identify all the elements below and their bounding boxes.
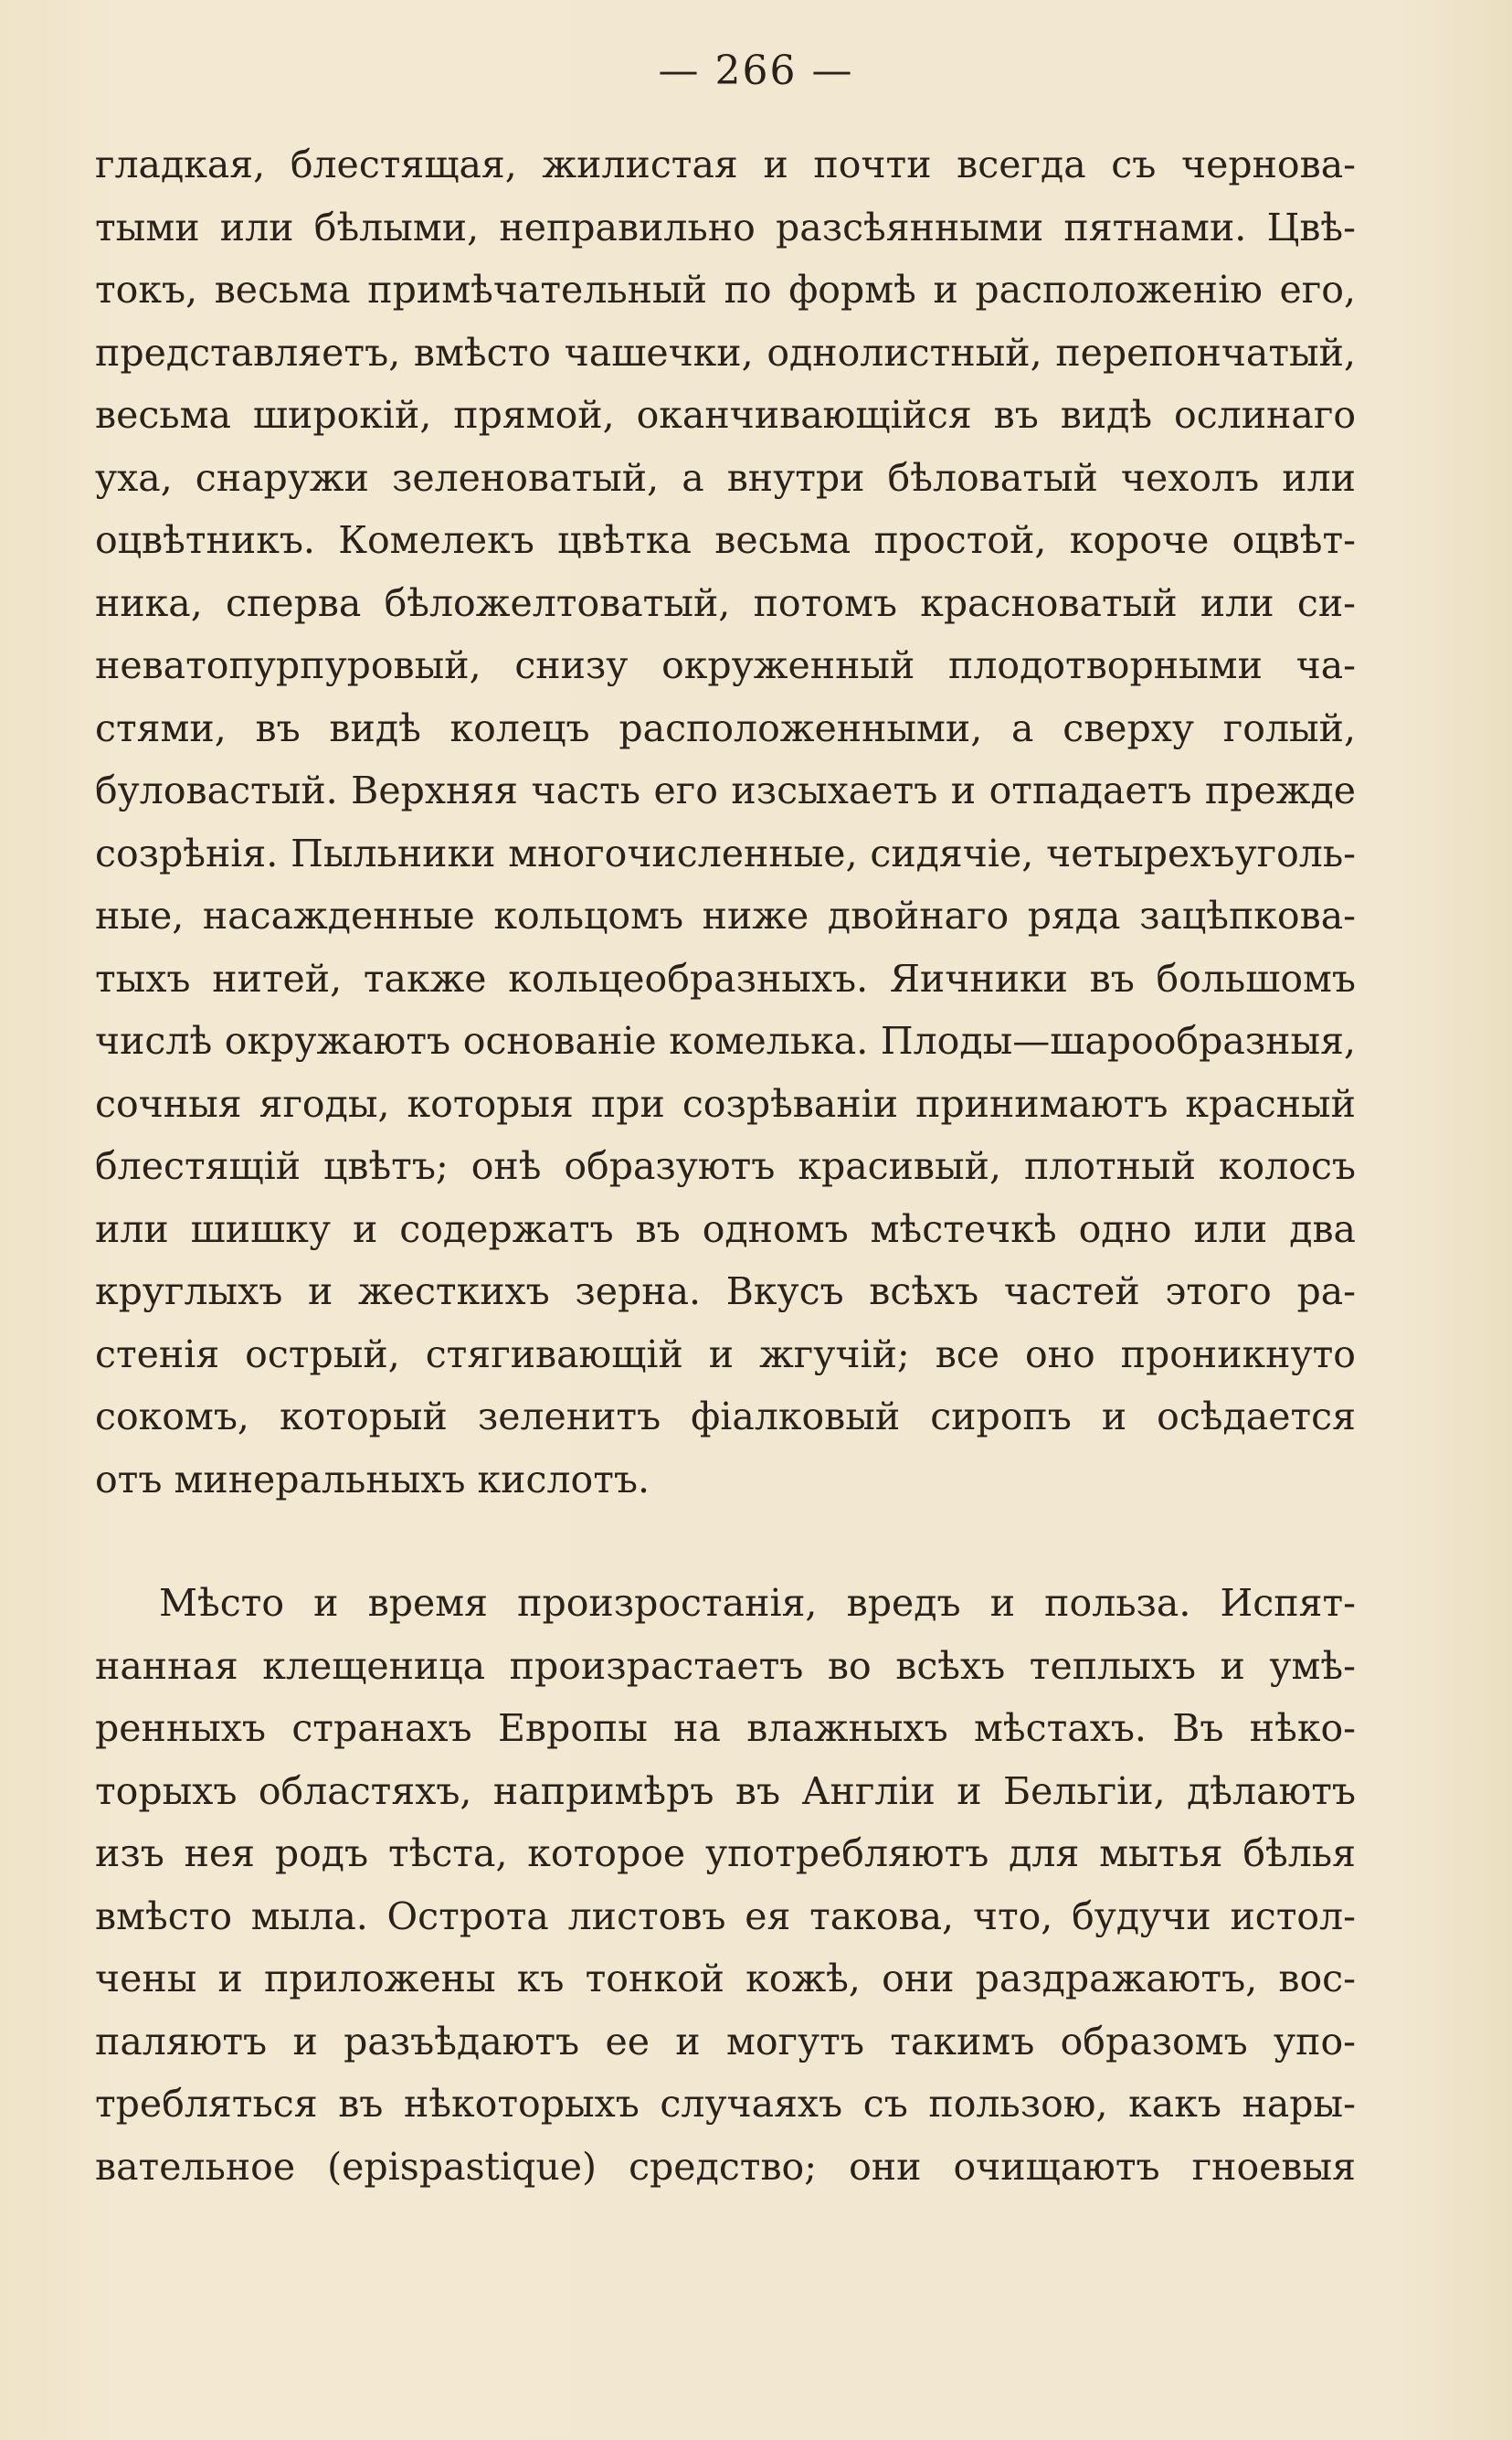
text-line: требляться въ нѣкоторыхъ случаяхъ съ пользою, какъ нары- — [95, 2082, 1356, 2126]
text-line: числѣ окружаютъ основаніе комелька. Плоды—шарообразныя, — [95, 1019, 1356, 1063]
page-number: — 266 — — [658, 48, 854, 94]
paragraph-description — [95, 133, 1356, 1511]
text-line: чены и приложены къ тонкой кожѣ, они раздражаютъ, вос- — [95, 1957, 1356, 2000]
text-line: ренныхъ странахъ Европы на влажныхъ мѣстахъ. Въ нѣко- — [95, 1706, 1356, 1750]
text-line: отъ минеральныхъ кислотъ. — [95, 1457, 650, 1501]
text-line: вмѣсто мыла. Острота листовъ ея такова, что, будучи истол- — [95, 1894, 1356, 1938]
text-line: уха, снаружи зеленоватый, а внутри бѣловатый чехолъ или — [95, 455, 1356, 500]
text-line: ника, сперва бѣложелтоватый, потомъ красноватый или си- — [95, 580, 1356, 625]
text-line: вательное (epispastique) средство; они очищаютъ гноевыя — [95, 2144, 1356, 2189]
text-line: стенія острый, стягивающій и жгучій; все оно проникнуто — [95, 1331, 1356, 1376]
text-line: неватопурпуровый, снизу окруженный плодотворными ча- — [95, 643, 1356, 687]
text-line: сочныя ягоды, которыя при созрѣваніи принимаютъ красный — [95, 1081, 1356, 1126]
text-line: гладкая, блестящая, жилистая и почти всегда съ чернова- — [95, 143, 1356, 186]
text-line: весьма широкій, прямой, оканчивающійся въ видѣ ослинаго — [95, 393, 1356, 437]
text-line: сокомъ, который зеленитъ фіалковый сиропъ и осѣдается — [95, 1395, 1356, 1438]
text-line: токъ, весьма примѣчательный по формѣ и расположенію его, — [95, 268, 1356, 312]
text-line: торыхъ областяхъ, напримѣръ въ Англіи и Бельгіи, дѣлаютъ — [95, 1768, 1356, 1813]
text-line: блестящій цвѣтъ; онѣ образуютъ красивый, плотный колосъ — [95, 1144, 1356, 1188]
text-line: изъ нея родъ тѣста, которое употребляютъ для мытья бѣлья — [95, 1831, 1356, 1875]
text-line: оцвѣтникъ. Комелекъ цвѣтка весьма простой, короче оцвѣт- — [95, 518, 1356, 562]
text-line: или шишку и содержатъ въ одномъ мѣстечкѣ одно или два — [95, 1206, 1356, 1251]
text-line: стями, въ видѣ колецъ расположенными, а сверху голый, — [95, 705, 1356, 750]
text-line: круглыхъ и жесткихъ зерна. Вкусъ всѣхъ частей этого ра- — [95, 1269, 1356, 1313]
text-line: нанная клещеница произрастаетъ во всѣхъ теплыхъ и умѣ- — [95, 1643, 1356, 1688]
paragraph-habitat — [95, 1572, 1356, 2198]
text-line: созрѣнія. Пыльники многочисленные, сидячіе, четырехъуголь- — [95, 831, 1356, 875]
text-line: буловастый. Верхняя часть его изсыхаетъ и отпадаетъ прежде — [95, 769, 1356, 812]
text-line: паляютъ и разъѣдаютъ ее и могутъ такимъ образомъ упо- — [95, 2019, 1356, 2063]
text-line: представляетъ, вмѣсто чашечки, однолистный, перепончатый, — [95, 330, 1356, 375]
text-line: ные, насажденные кольцомъ ниже двойнаго ряда зацѣпкова- — [95, 894, 1356, 938]
text-line: тыми или бѣлыми, неправильно разсѣянными пятнами. Цвѣ- — [95, 205, 1356, 249]
text-line: тыхъ нитей, также кольцеобразныхъ. Яичники въ большомъ — [95, 956, 1356, 1001]
text-line: Мѣсто и время произростанія, вредъ и польза. Испят- — [159, 1581, 1356, 1625]
